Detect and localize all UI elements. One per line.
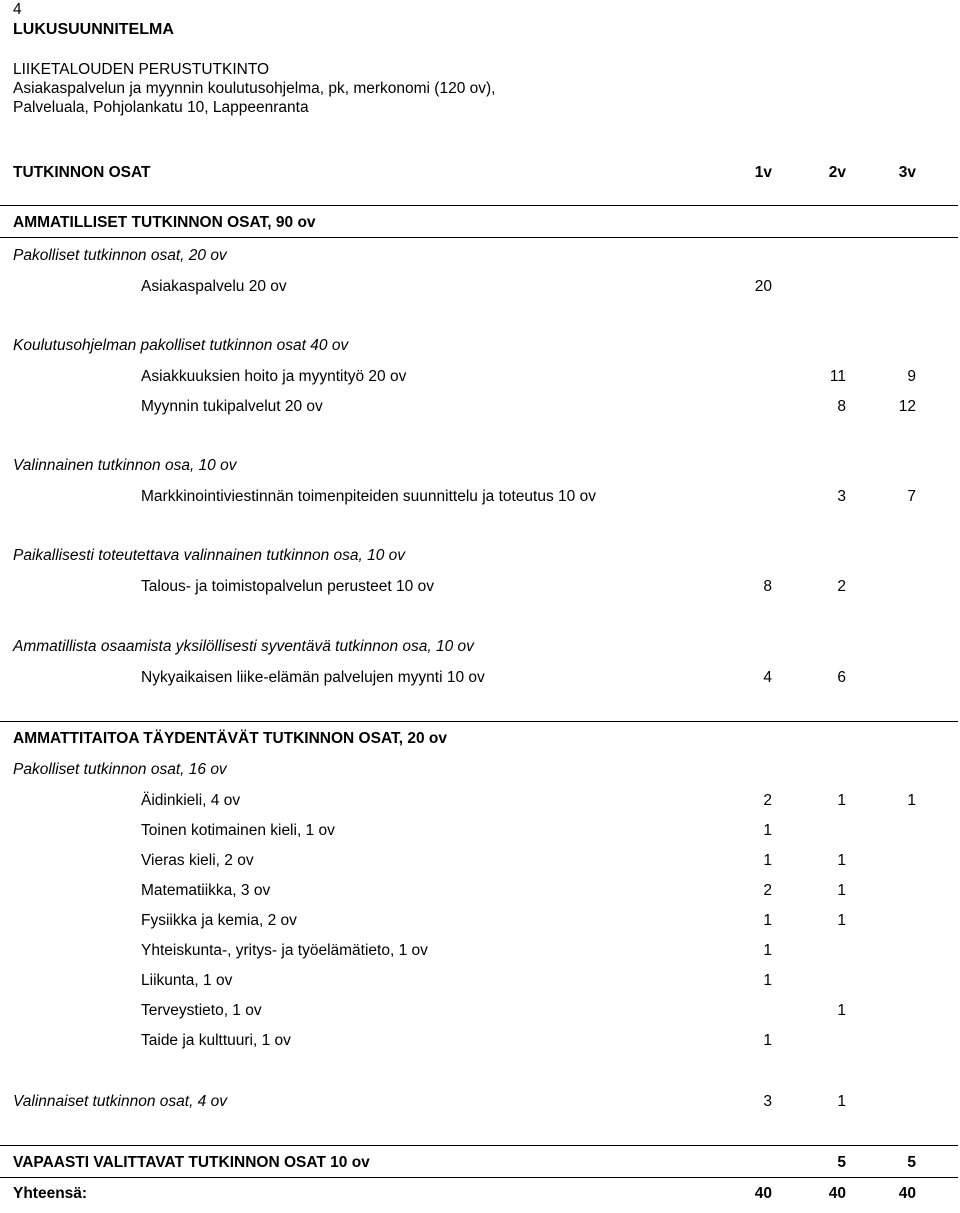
group-label: Ammatillista osaamista yksilöllisesti syventävä tutkinnon osa, 10 ov [13, 638, 474, 655]
group-label: Valinnaiset tutkinnon osat, 4 ov [13, 1093, 227, 1110]
row-value-2v: 2 [837, 578, 846, 595]
row-label: Yhteiskunta-, yritys- ja työelämätieto, 1 ov [141, 942, 428, 959]
row-label: Asiakkuuksien hoito ja myyntityö 20 ov [141, 368, 407, 385]
row-value-2v: 5 [837, 1154, 846, 1171]
row-value-1v: 8 [763, 578, 772, 595]
row-value-1v: 1 [763, 852, 772, 869]
group-label: Koulutusohjelman pakolliset tutkinnon osat 40 ov [13, 337, 349, 354]
row-label: Myynnin tukipalvelut 20 ov [141, 398, 323, 415]
row-value-2v: 1 [837, 1002, 846, 1019]
divider [0, 721, 958, 722]
row-value-1v: 1 [763, 942, 772, 959]
row-label: Matematiikka, 3 ov [141, 882, 271, 899]
row-label: Asiakaspalvelu 20 ov [141, 278, 287, 295]
row-value-1v: 2 [763, 882, 772, 899]
row-value-2v: 11 [829, 368, 846, 385]
row-value-2v: 1 [837, 792, 846, 809]
section-title: VAPAASTI VALITTAVAT TUTKINNON OSAT 10 ov [13, 1154, 370, 1171]
divider [0, 1177, 958, 1178]
total-2v: 40 [828, 1185, 846, 1202]
section-title: AMMATTITAITOA TÄYDENTÄVÄT TUTKINNON OSAT, 20 ov [13, 730, 447, 747]
row-value-2v: 8 [837, 398, 846, 415]
row-value-3v: 12 [898, 398, 916, 415]
row-value-1v: 1 [763, 912, 772, 929]
row-value-1v: 1 [763, 972, 772, 989]
row-value-2v: 1 [837, 1093, 846, 1110]
divider [0, 205, 958, 206]
row-label: Markkinointiviestinnän toimenpiteiden suunnittelu ja toteutus 10 ov [141, 488, 596, 505]
divider [0, 1145, 958, 1146]
row-label: Vieras kieli, 2 ov [141, 852, 254, 869]
row-value-1v: 2 [763, 792, 772, 809]
total-label: Yhteensä: [13, 1185, 88, 1202]
column-header-3v: 3v [898, 164, 916, 181]
group-label: Pakolliset tutkinnon osat, 20 ov [13, 247, 227, 264]
row-value-2v: 6 [837, 669, 846, 686]
row-value-1v: 1 [763, 1032, 772, 1049]
intro-line-2: Asiakaspalvelun ja myynnin koulutusohjelma, pk, merkonomi (120 ov), [13, 80, 496, 97]
row-value-2v: 3 [837, 488, 846, 505]
page-number: 4 [13, 1, 22, 18]
row-value-1v: 1 [763, 822, 772, 839]
table-header-label: TUTKINNON OSAT [13, 164, 151, 181]
row-value-1v: 20 [754, 278, 772, 295]
total-1v: 40 [754, 1185, 772, 1202]
row-value-2v: 1 [837, 912, 846, 929]
section-title: AMMATILLISET TUTKINNON OSAT, 90 ov [13, 214, 316, 231]
intro-line-3: Palveluala, Pohjolankatu 10, Lappeenranta [13, 99, 309, 116]
group-label: Pakolliset tutkinnon osat, 16 ov [13, 761, 227, 778]
column-header-2v: 2v [828, 164, 846, 181]
row-value-3v: 7 [907, 488, 916, 505]
row-value-1v: 3 [763, 1093, 772, 1110]
intro-line-1: LIIKETALOUDEN PERUSTUTKINTO [13, 61, 270, 78]
row-label: Toinen kotimainen kieli, 1 ov [141, 822, 335, 839]
divider [0, 237, 958, 238]
row-value-3v: 5 [907, 1154, 916, 1171]
row-label: Nykyaikaisen liike-elämän palvelujen myynti 10 ov [141, 669, 485, 686]
group-label: Valinnainen tutkinnon osa, 10 ov [13, 457, 237, 474]
row-value-3v: 1 [907, 792, 916, 809]
chapter-title: LUKUSUUNNITELMA [13, 21, 174, 38]
total-3v: 40 [898, 1185, 916, 1202]
row-label: Äidinkieli, 4 ov [141, 792, 241, 809]
column-header-1v: 1v [754, 164, 772, 181]
row-value-3v: 9 [907, 368, 916, 385]
row-label: Terveystieto, 1 ov [141, 1002, 262, 1019]
row-label: Fysiikka ja kemia, 2 ov [141, 912, 297, 929]
row-value-1v: 4 [763, 669, 772, 686]
row-label: Taide ja kulttuuri, 1 ov [141, 1032, 291, 1049]
row-value-2v: 1 [837, 852, 846, 869]
row-label: Liikunta, 1 ov [141, 972, 233, 989]
group-label: Paikallisesti toteutettava valinnainen tutkinnon osa, 10 ov [13, 547, 406, 564]
row-label: Talous- ja toimistopalvelun perusteet 10 ov [141, 578, 434, 595]
row-value-2v: 1 [837, 882, 846, 899]
